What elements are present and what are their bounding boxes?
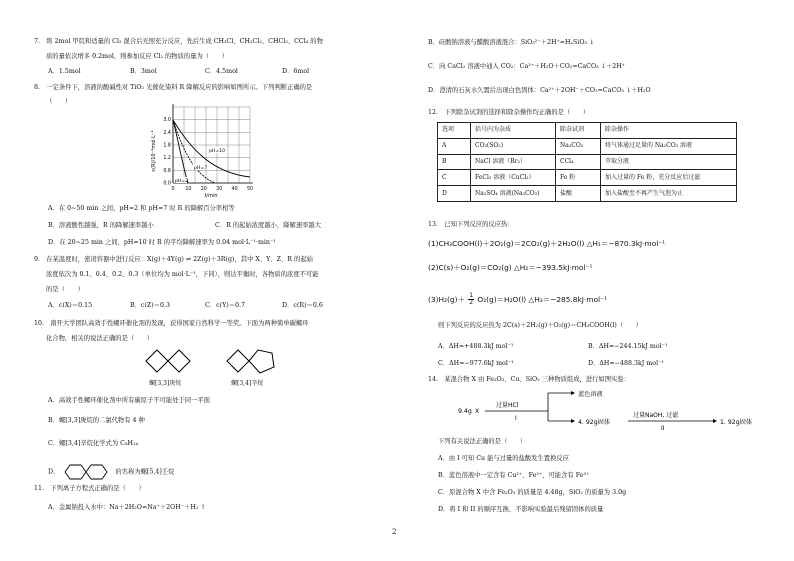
q13-option-a: A．ΔH=+488.3kJ mol⁻¹ [438,343,514,350]
q8-x-tick: 0 [171,187,175,192]
page-number: 2 [392,528,397,536]
table-header-row [438,123,737,139]
spiro-heptane-label: 螺[3,3]庚烷 [149,380,182,387]
q14-flow-x: X [475,408,480,415]
q13-option-b: B．ΔH=−244.15kJ mol⁻¹ [588,343,668,350]
q12-stem: 12. 下列除杂试剂的选择和除杂操作均正确的是（ ） [428,109,590,116]
q8-x-tick: 40 [231,187,238,192]
q11-option-a: A．金属钠投入水中：Na＋2H₂O=Na⁺＋2OH⁻＋H₂ ↑ [48,504,206,511]
q10-option-d-letter: D． [48,468,60,476]
q11-stem: 11. 下列离子方程式正确的是（ ） [34,485,145,492]
spiro-nonane-structure [63,463,111,481]
table-cell: D [438,186,471,202]
table-cell: Fe 粉 [556,170,601,186]
table-cell: C [438,170,471,186]
q8-label-ph10: pH=10 [209,149,226,154]
table-cell: NaCl 溶液（Br₂） [471,154,556,170]
q8-degradation-figure [145,103,255,199]
q7-option-d: D．6mol [282,68,310,75]
q8-y-tick: 0.0 [163,181,171,187]
table-cell: A [438,138,471,154]
q11-option-c: C．向 CaCl₂ 溶液中通入 CO₂：Ca²⁺＋H₂O＋CO₂=CaCO₃ ↓＋2H⁺ [428,63,626,70]
q10-option-b: B．螺[3,3]庚烷的二氯代物有 4 种 [48,417,145,424]
q14-option-a: A．由 I 可知 Cu 能与过量的盐酸发生置换反应 [438,455,569,462]
spiro-octane-structure [226,347,278,375]
q9-option-d: D．c(R)＝0.6 [282,302,323,309]
table-cell: Na₂CO₃ [556,138,601,154]
q8-y-tick: 0.6 [163,168,171,174]
q7-stem-line2: 质的量依次增多 0.2mol，则参加反应 Cl₂ 的物质的量为（ ） [46,53,228,60]
q8-x-tick: 30 [216,187,223,192]
q12-impurity-table [437,122,737,202]
q13-eq3-prefix: (3)H₂(g)＋ [428,294,465,304]
table-header-cell: 选项 [438,123,471,139]
q13-eq3-denominator: 2 [469,299,474,307]
table-cell: 加入盐酸至不再产生气泡为止 [601,186,737,202]
q9-stem-line1: 9. 在某温度时，密闭容器中进行反应：X(g)＋4Y(g) ⇌ 2Z(g)＋3R(g)，其中 X、Y、Z、R 的起始 [34,256,313,263]
q13-eq3-fraction [468,293,474,307]
table-header-cell: 除杂试剂 [556,123,601,139]
q8-label-ph2: pH=2 [175,179,189,184]
q8-label-ph7: pH=7 [194,166,208,171]
q8-x-tick: 10 [185,187,192,192]
q13-eq3-numerator: 1 [469,292,474,299]
q10-option-d-text: 的名称为螺[5,4]壬烷 [115,468,175,476]
q8-stem-line2: （ ） [46,98,72,105]
q8-x-tick: 50 [246,187,254,192]
q13-equation-1: (1)CH₃COOH(l)＋2O₂(g)＝2CO₂(g)＋2H₂O(l) △H₁＝−870.3kJ·mol⁻¹ [428,239,666,248]
q9-stem-line2: 浓度依次为 0.1、0.4、0.2、0.3（单位均为 mol·L⁻¹，下同），则达平衡时，各物质的浓度不可能 [46,271,319,278]
q8-stem-line1: 8. 一定条件下，溶液的酸碱性对 TiO₂ 光催化染料 R 降解反应的影响如图所示。下列判断正确的是 [34,84,313,91]
q14-flow-step-1: I [515,415,517,422]
table-row [438,186,737,202]
table-cell: CO₂(SO₂) [471,138,556,154]
q14-flow-filtrate: 蓝色溶液 [578,391,603,398]
q11-option-b: B．硅酸钠溶液与醋酸溶液混合：SiO₃²⁻＋2H⁺=H₂SiO₃ ↓ [428,39,595,46]
q9-option-a: A．c(X)＝0.15 [48,302,93,309]
q14-flow-reagent-2: 过量NaOH, 过滤 [633,412,679,419]
q8-option-a: A．在 0~50 min 之间，pH=2 和 pH=7 时 R 的降解百分率相等 [48,205,235,212]
q7-option-c: C．4.5mol [205,68,238,75]
arrowhead-icon [713,419,717,423]
q13-option-c: C．ΔH=−977.6kJ mol⁻¹ [438,360,514,367]
q13-option-d: D．ΔH=−488.3kJ mol⁻¹ [588,360,664,367]
q7-option-a: A．1.5mol [48,68,81,75]
table-cell: 加入过量的 Fe 粉，充分反应后过滤 [601,170,737,186]
q13-equation-2: (2)C(s)＋O₂(g)＝CO₂(g) △H₂＝−393.5kJ·mol⁻¹ [428,263,593,272]
table-header-cell: 除杂操作 [601,123,737,139]
q13-ask: 则下列反应的反应热为 2C(s)＋2H₂(g)＋O₂(g)＝CH₃COOH(l)（ ） [438,322,643,329]
q8-x-tick: 20 [200,187,207,192]
arrowhead-icon [571,419,575,423]
q14-option-c: C．原混合物 X 中含 Fe₂O₃ 的质量是 4.48g，SiO₂ 的质量为 3.0g [438,489,627,496]
q14-option-b: B．蓝色溶液中一定含有 Cu²⁺、Fe²⁺，可能含有 Fe³⁺ [438,472,590,479]
spiro-octane-label: 螺[3,4]辛烷 [231,380,264,387]
q8-y-axis-label: c(R)/10⁻⁴mol·L⁻¹ [151,130,157,172]
q7-stem-line1: 7. 将 2mol 甲烷和适量的 Cl₂ 混合后光照充分反应，先后生成 CH₃Cl、CH₂Cl₂、CHCl₃、CCl₄ 的物 [34,38,323,45]
q10-stem-line1: 10. 南开大学团队高效手性螺环催化剂的发现，获得国家自然科学一等奖。下面为两种简单碳螺环 [34,320,309,327]
q13-stem: 13. 已知下列反应的反应热： [428,221,514,228]
table-cell: FeCl₃ 溶液（CuCl₂） [471,170,556,186]
q8-option-d: D．在 20~25 min 之间，pH=10 时 R 的平均降解速率为 0.04 mol·L⁻¹·min⁻¹ [48,239,276,246]
q14-flow-step-2: II [661,425,665,432]
q13-equation-3 [428,293,607,307]
q8-y-tick: 1.2 [163,156,171,162]
q14-flow-diagram [458,388,758,436]
table-cell: 萃取分液 [601,154,737,170]
q13-eq3-suffix: O₂(g)＝H₂O(l) △H₃＝−285.8kJ·mol⁻¹ [477,294,607,304]
q8-option-b: B．溶液酸性越强，R 的降解速率越小 [48,222,154,229]
q8-y-tick: 1.8 [163,143,171,149]
q9-option-b: B．c(Z)＝0.3 [130,302,171,309]
table-cell: 将气体通过足量的 Na₂CO₃ 溶液 [601,138,737,154]
table-header-cell: 括号内为杂质 [471,123,556,139]
q8-y-tick: 2.4 [163,130,171,136]
q10-stem-line2: 化合物，相关的说法正确的是（ ） [46,335,154,342]
right-column [400,0,794,561]
q14-ask: 下列有关说法正确的是（ ） [438,438,527,445]
table-cell: 盐酸 [556,186,601,202]
q8-y-tick: 3.0 [163,118,171,124]
q9-stem-line3: 的是（ ） [46,286,84,293]
q14-option-d: D．将 I 和 II 的顺序互换，不影响实验最后残留固体的质量 [438,506,604,513]
table-row [438,170,737,186]
q14-flow-reagent-1: 过量HCl [496,402,519,409]
table-row [438,154,737,170]
q14-flow-mass: 9.4g [458,408,472,415]
q10-option-a: A．高效手性螺环催化剂中所有碳原子不可能处于同一平面 [48,397,210,404]
q14-stem: 14. 某混合物 X 由 Fe₂O₃、Cu、SiO₂ 三种物质组成，进行如图实验： [428,376,630,383]
q11-option-d: D．澄清的石灰水久置后出现白色固体：Ca²⁺＋2OH⁻＋CO₂=CaCO₃ ↓＋H₂O [428,87,651,94]
table-row [438,138,737,154]
spiro-heptane-structure [145,348,195,374]
table-cell: Na₂SO₄ 溶液(Na₂CO₃) [471,186,556,202]
table-cell: B [438,154,471,170]
q10-option-c: C．螺[3,4]辛烷化学式为 C₈H₁₄ [48,440,139,447]
q7-option-b: B．3mol [130,68,157,75]
q8-option-c: C．R 的起始浓度越小，降解速率越大 [215,222,322,229]
q9-option-c: C．c(Y)＝0.7 [205,302,246,309]
arrowhead-icon [571,391,575,395]
q8-x-axis-label: t/min [204,193,218,199]
q10-option-d [48,463,174,481]
table-cell: CCl₄ [556,154,601,170]
q14-flow-solid-2: 1. 92g固体 [720,419,753,426]
q14-flow-solid-1: 4. 92g固体 [578,419,611,426]
